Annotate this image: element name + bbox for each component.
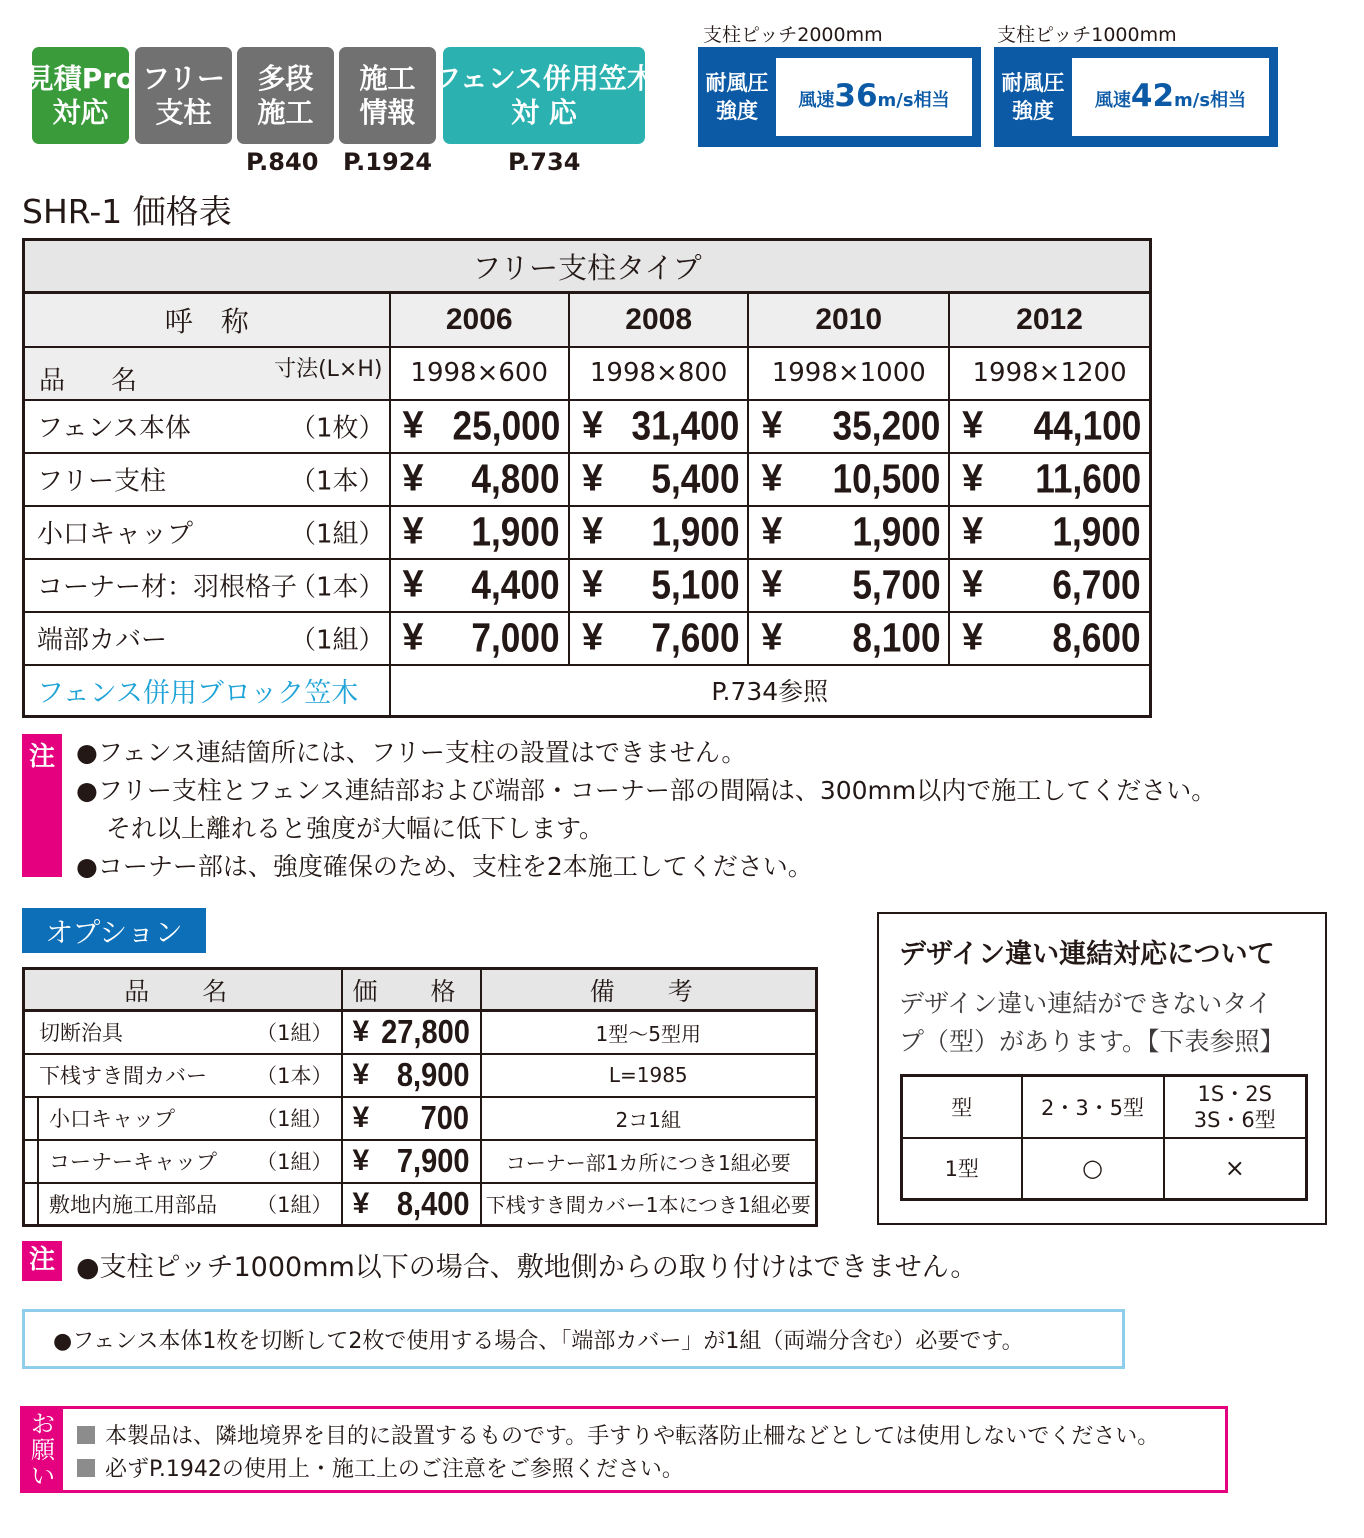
price-value: 8,100 bbox=[851, 614, 941, 661]
yen-symbol: ¥ bbox=[761, 404, 783, 447]
option-name-cell bbox=[24, 1011, 342, 1054]
request-tag: お 願 い bbox=[23, 1409, 63, 1490]
option-name: 下桟すき間カバー bbox=[39, 1064, 207, 1088]
option-remark: 下桟すき間カバー1本につき1組必要 bbox=[481, 1183, 817, 1226]
price-value: 11,600 bbox=[1035, 455, 1141, 502]
price-cell bbox=[390, 612, 569, 665]
options-col-remark: 備 考 bbox=[481, 969, 817, 1011]
price-cell bbox=[949, 400, 1150, 453]
option-name: 切断治具 bbox=[39, 1021, 123, 1046]
option-remark: L=1985 bbox=[481, 1054, 817, 1097]
option-remark: コーナー部1カ所につき1組必要 bbox=[481, 1140, 817, 1183]
item-name: 小口キャップ bbox=[37, 519, 194, 550]
item-unit: （1組） bbox=[289, 519, 385, 550]
item-name: コーナー材：羽根格子 bbox=[37, 572, 298, 603]
sub-item-line bbox=[37, 1140, 39, 1183]
wind-speed-value: 風速 36 m/s相当 bbox=[776, 58, 972, 136]
design-table bbox=[900, 1074, 1308, 1201]
yen-symbol: ¥ bbox=[962, 563, 984, 606]
item-name: フェンス本体 bbox=[37, 413, 191, 444]
yen-symbol: ¥ bbox=[581, 404, 604, 447]
option-unit: （1本） bbox=[256, 1064, 333, 1088]
yen-symbol: ¥ bbox=[352, 1186, 370, 1220]
request-line: 必ずP.1942の使用上・施工上のご注意をご参照ください。 bbox=[77, 1452, 684, 1483]
price-value: 1,900 bbox=[1052, 508, 1141, 555]
sub-item-line bbox=[37, 1097, 39, 1140]
design-table-row bbox=[902, 1138, 1307, 1200]
item-unit: （1枚） bbox=[289, 413, 385, 444]
note-line: ●フリー支柱とフェンス連結部および端部・コーナー部の間隔は、300mm以内で施工してください。 bbox=[76, 776, 1217, 805]
yen-symbol: ¥ bbox=[962, 510, 984, 553]
model-code: 2012 bbox=[949, 293, 1150, 347]
item-unit: （1本） bbox=[289, 466, 385, 497]
item-name: 端部カバー bbox=[37, 625, 168, 656]
yen-symbol: ¥ bbox=[402, 404, 424, 447]
price-cell bbox=[569, 400, 748, 453]
price-value: 5,100 bbox=[651, 561, 740, 608]
yen-symbol: ¥ bbox=[962, 616, 984, 659]
page-ref-multi-stage[interactable]: P.840 bbox=[246, 148, 319, 176]
price-row bbox=[24, 612, 1151, 665]
wind-box-1000 bbox=[994, 47, 1278, 147]
option-name: コーナーキャップ bbox=[49, 1150, 217, 1174]
item-cell bbox=[24, 612, 390, 665]
price-value: 5,400 bbox=[651, 455, 740, 502]
sub-item-line bbox=[37, 1183, 39, 1226]
price-table bbox=[22, 238, 1152, 718]
price-value: 1,900 bbox=[471, 508, 560, 555]
option-remark: 1型～5型用 bbox=[481, 1011, 817, 1054]
wind-label-2000: 支柱ピッチ2000mm bbox=[703, 24, 883, 46]
option-row bbox=[24, 1183, 817, 1226]
code-header-row bbox=[24, 293, 1151, 347]
option-unit: （1組） bbox=[256, 1192, 333, 1217]
cut-note-box bbox=[22, 1309, 1125, 1369]
design-text: デザイン違い連結ができないタイ bbox=[899, 989, 1272, 1018]
option-price: 8,400 bbox=[396, 1184, 470, 1222]
note-line: ●支柱ピッチ1000mm以下の場合、敷地側からの取り付けはできません。 bbox=[76, 1252, 978, 1283]
option-price: 7,900 bbox=[396, 1142, 470, 1179]
price-cell bbox=[390, 506, 569, 559]
size-cell: 1998×1200 bbox=[949, 347, 1150, 400]
option-name-cell bbox=[24, 1140, 342, 1183]
yen-symbol: ¥ bbox=[581, 563, 604, 606]
page-title: SHR-1 価格表 bbox=[22, 192, 232, 231]
yen-symbol: ¥ bbox=[352, 1058, 370, 1091]
price-cell bbox=[949, 453, 1150, 506]
item-cell bbox=[24, 400, 390, 453]
block-kasagi-ref: P.734参照 bbox=[390, 665, 1151, 717]
yen-symbol: ¥ bbox=[402, 510, 424, 553]
yen-symbol: ¥ bbox=[402, 563, 424, 606]
square-bullet-icon bbox=[77, 1426, 95, 1444]
option-unit: （1組） bbox=[256, 1021, 333, 1046]
wind-box-2000 bbox=[698, 47, 981, 147]
option-name: 敷地内施工用部品 bbox=[49, 1192, 217, 1217]
price-value: 1,900 bbox=[651, 508, 740, 555]
options-col-name: 品 名 bbox=[24, 969, 342, 1011]
option-row bbox=[24, 1140, 817, 1183]
size-cell: 1998×800 bbox=[569, 347, 748, 400]
note-line: それ以上離れると強度が大幅に低下します。 bbox=[106, 814, 605, 843]
price-row bbox=[24, 453, 1151, 506]
option-row bbox=[24, 1054, 817, 1097]
yen-symbol: ¥ bbox=[581, 616, 604, 659]
note-tag: 注 bbox=[22, 1241, 62, 1281]
price-cell bbox=[949, 559, 1150, 612]
note-line: ●フェンス連結箇所には、フリー支柱の設置はできません。 bbox=[76, 738, 747, 767]
design-type-header: 型 bbox=[902, 1076, 1022, 1138]
item-name: フリー支柱 bbox=[37, 466, 166, 497]
name-header: 品 名 bbox=[39, 365, 148, 396]
wind-label-1000: 支柱ピッチ1000mm bbox=[997, 24, 1177, 46]
yen-symbol: ¥ bbox=[402, 457, 424, 500]
price-value: 31,400 bbox=[631, 402, 740, 449]
note-line: ●コーナー部は、強度確保のため、支柱を2本施工してください。 bbox=[76, 852, 813, 881]
price-cell bbox=[949, 612, 1150, 665]
badge-construction-info: 施工 情報 bbox=[339, 47, 436, 144]
option-price-cell bbox=[342, 1097, 481, 1140]
price-value: 7,600 bbox=[651, 614, 740, 661]
yen-symbol: ¥ bbox=[402, 616, 424, 659]
price-cell bbox=[569, 559, 748, 612]
item-unit: （1本） bbox=[289, 572, 385, 603]
wind-strength-label: 耐風圧 強度 bbox=[1001, 71, 1065, 123]
price-cell bbox=[748, 453, 949, 506]
price-table-title: フリー支柱タイプ bbox=[24, 240, 1151, 293]
yen-symbol: ¥ bbox=[962, 457, 984, 500]
price-row bbox=[24, 559, 1151, 612]
option-name-cell bbox=[24, 1097, 342, 1140]
size-cell: 1998×600 bbox=[390, 347, 569, 400]
size-cell: 1998×1000 bbox=[748, 347, 949, 400]
dimension-header: 寸法(L×H) bbox=[274, 356, 383, 382]
price-value: 4,800 bbox=[471, 455, 560, 502]
option-price: 8,900 bbox=[396, 1056, 470, 1093]
option-price: 700 bbox=[421, 1099, 470, 1136]
note-tag: 注 bbox=[22, 734, 62, 877]
price-value: 6,700 bbox=[1052, 561, 1141, 608]
design-col-1s: 1S・2S 3S・6型 bbox=[1164, 1076, 1307, 1138]
option-name: 小口キャップ bbox=[49, 1107, 175, 1131]
badge-multi-stage: 多段 施工 bbox=[237, 47, 334, 144]
price-cell bbox=[569, 453, 748, 506]
design-row-type: 1型 bbox=[902, 1138, 1022, 1200]
option-unit: （1組） bbox=[256, 1107, 333, 1131]
option-name-cell bbox=[24, 1183, 342, 1226]
price-cell bbox=[748, 506, 949, 559]
price-value: 7,000 bbox=[471, 614, 560, 661]
code-header: 呼 称 bbox=[24, 293, 390, 347]
price-rows bbox=[24, 400, 1151, 665]
price-value: 8,600 bbox=[1052, 614, 1141, 661]
price-cell bbox=[390, 453, 569, 506]
yen-symbol: ¥ bbox=[352, 1101, 370, 1134]
wind-strength-label: 耐風圧 強度 bbox=[705, 71, 769, 123]
design-ok-mark: ○ bbox=[1022, 1138, 1164, 1200]
price-value: 10,500 bbox=[832, 455, 941, 502]
yen-symbol: ¥ bbox=[761, 563, 783, 606]
options-header-row bbox=[24, 969, 817, 1011]
design-col-235: 2・3・5型 bbox=[1022, 1076, 1164, 1138]
price-cell bbox=[949, 506, 1150, 559]
item-cell bbox=[24, 559, 390, 612]
price-cell bbox=[390, 400, 569, 453]
design-text: プ（型）があります。【下表参照】 bbox=[899, 1027, 1285, 1056]
item-cell bbox=[24, 453, 390, 506]
design-connection-box bbox=[877, 912, 1327, 1225]
option-row bbox=[24, 1011, 817, 1054]
badge-free-post: フリー 支柱 bbox=[135, 47, 232, 144]
price-table-title-row bbox=[24, 240, 1151, 293]
price-cell bbox=[748, 559, 949, 612]
item-cell bbox=[24, 506, 390, 559]
wind-speed-value: 風速 42 m/s相当 bbox=[1072, 58, 1269, 136]
yen-symbol: ¥ bbox=[581, 457, 604, 500]
model-code: 2006 bbox=[390, 293, 569, 347]
request-line: 本製品は、隣地境界を目的に設置するものです。手すりや転落防止柵などとしては使用しないでください。 bbox=[77, 1419, 1159, 1450]
price-value: 35,200 bbox=[832, 402, 941, 449]
name-dimension-header bbox=[24, 347, 390, 400]
size-header-row bbox=[24, 347, 1151, 400]
options-rows bbox=[24, 1011, 817, 1226]
yen-symbol: ¥ bbox=[962, 404, 984, 447]
option-price-cell bbox=[342, 1183, 481, 1226]
option-name-cell bbox=[24, 1054, 342, 1097]
price-cell bbox=[569, 612, 748, 665]
price-value: 4,400 bbox=[471, 561, 560, 608]
price-row bbox=[24, 506, 1151, 559]
badge-mitsumori-pro: 見積Pro 対応 bbox=[32, 47, 129, 144]
price-row bbox=[24, 400, 1151, 453]
price-cell bbox=[748, 612, 949, 665]
request-box bbox=[20, 1406, 1228, 1493]
design-ng-mark: × bbox=[1164, 1138, 1307, 1200]
price-cell bbox=[390, 559, 569, 612]
block-kasagi-row bbox=[24, 665, 1151, 717]
yen-symbol: ¥ bbox=[581, 510, 604, 553]
yen-symbol: ¥ bbox=[352, 1144, 370, 1177]
design-table-header bbox=[902, 1076, 1307, 1138]
options-table bbox=[22, 967, 818, 1227]
option-unit: （1組） bbox=[256, 1150, 333, 1174]
yen-symbol: ¥ bbox=[761, 616, 783, 659]
design-title: デザイン違い連結対応について bbox=[899, 939, 1275, 970]
options-header: オプション bbox=[22, 908, 206, 953]
option-price: 27,800 bbox=[380, 1013, 470, 1051]
cut-note-text: ●フェンス本体1枚を切断して2枚で使用する場合、「端部カバー」が1組（両端分含む）必要です。 bbox=[53, 1328, 1024, 1354]
price-cell bbox=[748, 400, 949, 453]
price-cell bbox=[569, 506, 748, 559]
yen-symbol: ¥ bbox=[352, 1015, 370, 1049]
price-value: 5,700 bbox=[851, 561, 941, 608]
badge-fence-kasagi: フェンス併用笠木 対 応 bbox=[443, 47, 645, 144]
option-price-cell bbox=[342, 1011, 481, 1054]
item-unit: （1組） bbox=[289, 625, 385, 656]
option-row bbox=[24, 1097, 817, 1140]
square-bullet-icon bbox=[77, 1459, 95, 1477]
page-ref-kasagi[interactable]: P.734 bbox=[508, 148, 581, 176]
option-price-cell bbox=[342, 1140, 481, 1183]
block-kasagi-link[interactable]: フェンス併用ブロック笠木 bbox=[24, 665, 390, 717]
yen-symbol: ¥ bbox=[761, 457, 783, 500]
price-value: 25,000 bbox=[452, 402, 560, 449]
option-remark: 2コ1組 bbox=[481, 1097, 817, 1140]
option-price-cell bbox=[342, 1054, 481, 1097]
yen-symbol: ¥ bbox=[761, 510, 783, 553]
price-value: 1,900 bbox=[851, 508, 941, 555]
price-value: 44,100 bbox=[1033, 402, 1141, 449]
model-code: 2010 bbox=[748, 293, 949, 347]
page-ref-construction-info[interactable]: P.1924 bbox=[343, 148, 433, 176]
options-col-price: 価 格 bbox=[342, 969, 481, 1011]
model-code: 2008 bbox=[569, 293, 748, 347]
